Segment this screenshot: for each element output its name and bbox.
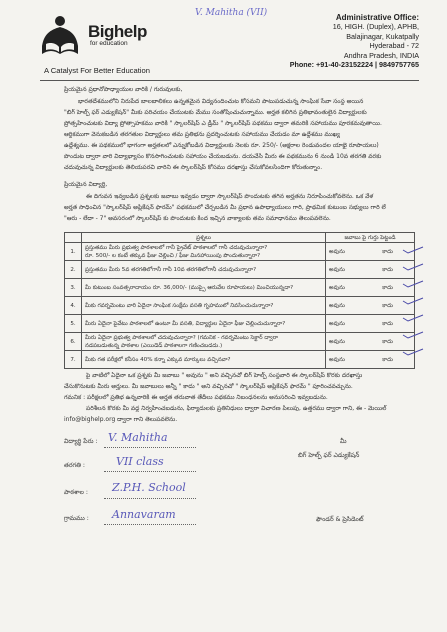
answer-yes[interactable]: అవును: [329, 302, 345, 309]
office-title: Administrative Office:: [335, 13, 419, 22]
checkmark-icon: [402, 263, 424, 271]
answer-yes[interactable]: అవును: [329, 266, 345, 273]
table-row: [65, 279, 415, 297]
answer-no[interactable]: కాదు: [382, 338, 393, 345]
table-header-answer: జవాబు పై గుర్తు పెట్టండి: [326, 233, 415, 243]
answer-yes[interactable]: అవును: [329, 320, 345, 327]
row-question: [82, 351, 326, 369]
instruction-line: "ఆరు - లేదా - 7" అవసరంలో స్కాలర్‌షిప్ కు పొందుటకు కింద ఇచ్చిన వాక్యాలకు తమ సమాధానము తెలుపవలెను.: [64, 215, 331, 222]
village-value[interactable]: Annavaram: [112, 508, 176, 521]
paragraph-line: ఆర్థికముగా వెనుకబడిన తరగతుల విద్యార్థులు తమ ప్రతిభను ప్రదర్శించుటకు సహాయము చేయడం మా ఉద్దేశము ముఖ్య: [64, 131, 341, 138]
tagline: A Catalyst For Better Education: [44, 66, 150, 75]
paragraph-line: "బిగ్ హెల్ప్ ఫర్ ఎడ్యుకేషన్" మీకు పరిచయం చేయుటకు మేము సంతోషించుచున్నాము. అర్హత కలిగిన ప్రతిభావంతులైన విద్యార్థులకు: [64, 109, 367, 116]
question-line: ప్రస్తుతము మీరు ప్రభుత్వ పాఠశాలలో గానీ ప్రైవేట్ పాఠశాలలో గానీ చదువుచున్నారా?: [85, 244, 268, 251]
checkmark-icon: [402, 331, 424, 339]
paragraph-line: ప్రోత్సహించుటకు విద్యా ప్రోత్సాహకము వారికి " స్కాలర్‌షిప్ ఎ డ్రీమ్ " స్కాలర్‌షిప్ పథకము ద్వారా తమరికి సహాయము పూరకమవుతాయి.: [64, 120, 382, 127]
note-line: చేసుకొనుటకు మీరు అర్హులు. మీ జవాబులు అన్నీ " కాదు " అని వచ్చినచో " స్కాలర్‌షిప్ అప్లికేషన్ ఫారమ్ " పూరించవచ్చును.: [64, 383, 353, 390]
answer-no[interactable]: కాదు: [382, 320, 393, 327]
answer-yes[interactable]: అవును: [329, 338, 345, 345]
checkmark-icon: [402, 314, 424, 322]
table-row: [65, 243, 415, 261]
answer-no[interactable]: కాదు: [382, 248, 393, 255]
answer-no[interactable]: కాదు: [382, 284, 393, 291]
school-value[interactable]: Z.P.H. School: [112, 481, 186, 494]
brand-subtitle: for education: [90, 40, 128, 47]
bighelp-logo-icon: [40, 14, 80, 60]
question-line: ప్రస్తుతము మీరు 5వ తరగతిలోగానీ గానీ 10వ తరగతిలోగానీ చదువుచున్నారా?: [85, 266, 257, 273]
handwritten-note: V. Mahitha (VII): [195, 8, 268, 18]
row-number: 3.: [65, 279, 82, 297]
question-line: మీ కుటుంబ సంవత్సరాదాయం రూ. 36,000/- (ముప్పై ఆరువేల రూపాయలు) మించియున్నదా?: [85, 284, 294, 291]
paragraph-line: భారతదేశములోని నిరుపేద బాలబాలికలు ఉన్నతమైన విద్యనందించుట కోసమని పాటుపడుచున్న సాంఘిక సేవా సంస్థ అయిన: [78, 98, 364, 105]
note-line: info@bighelp.org ద్వారా గాని తెలుపవలెను.: [64, 416, 178, 423]
closing-yours: మీ: [340, 438, 347, 445]
row-number: 1.: [65, 243, 82, 261]
row-number: 7.: [65, 351, 82, 369]
note-line: పై వాటిలో ఏదైనా ఒక ప్రశ్నకు మీ జవాబు " అవును " అని వచ్చినచో బిగ్ హెల్ప్ సంస్థవారి ఈ స్కాలర్‌షిప్ కొరకు దరఖాస్తు: [86, 372, 363, 379]
note-line: గమనిక : పరీక్షలలో ప్రతిభ ఉన్నవారికి ఈ అర్హత తరువాత తేదీలు పథకము నిబంధనలను అనుసరించి ఇవ్వబడును.: [64, 394, 328, 401]
note-line: పరిశీలన కొరకు మీ వద్ద నిర్వహించబడును, ఫిర్యాదులకు ప్రతినిధులు ద్వారా విచారణ పిలుపు, ఉత్తరము ద్వారా గాని, ఈ - మెయిల్: [86, 405, 387, 412]
table-row: [65, 315, 415, 333]
eligibility-table: [64, 232, 415, 369]
checkmark-icon: [402, 280, 424, 288]
office-phone: Phone: +91-40-23152224 | 9849757765: [289, 60, 419, 70]
answer-yes[interactable]: అవును: [329, 248, 345, 255]
question-line: మీకు గత పరీక్షలో కనీసం 40% కన్నా ఎక్కువ మార్కులు వచ్చినవా?: [85, 356, 231, 363]
question-line: రూ. 500/- ల కంటే తక్కువ ఫీజు చెల్లించి / ఫీజు మినహాయింపు పొందుతున్నారా?: [85, 252, 261, 259]
header-divider: [40, 80, 419, 81]
closing-title: ఫౌండర్ & ప్రెసిడెంట్: [316, 516, 364, 523]
paragraph-line: ఉద్దేశ్యము. ఈ పథకములో భాగంగా అర్హతలలో ఎన్నుకోబడిన విద్యార్థులకు నెలకు రూ. 250/- (అక్షరాల రెండువందల యాభై రూపాయలు): [64, 142, 379, 149]
brand-name: Bighelp: [88, 22, 147, 41]
checkmark-icon: [402, 297, 424, 305]
instruction-line: అర్హత సాధించిన "స్కాలర్‌షిప్ అప్లికేషన్ ఫారమ్" పథకములో చేర్చబడిన మీ ప్రధాన ఉపాధ్యాయులు గారి, ప్రాథమిక కుటుంబ సభ్యులు గారి లే: [64, 204, 386, 211]
row-number: 5.: [65, 315, 82, 333]
table-header-row: [65, 233, 415, 243]
row-number: 6.: [65, 333, 82, 351]
class-underline: [104, 471, 196, 472]
row-number: 2.: [65, 261, 82, 279]
question-line: నడపబడుతున్న పాఠశాల (ఎయిడెడ్ పాఠశాలగా గణించబడదు.): [85, 342, 223, 349]
office-line: Hyderabad - 72: [369, 41, 419, 51]
school-label: పాఠశాల :: [64, 489, 88, 496]
answer-no[interactable]: కాదు: [382, 302, 393, 309]
question-line: మీరు ఏదైనా పైవేటు పాఠశాలలో ఉంటూ మీ వసతి, విద్యార్థుల ఏదైనా ఫీజు చెల్లించుచున్నారా?: [85, 320, 286, 327]
office-line: Andhra Pradesh, INDIA: [343, 50, 419, 60]
answer-no[interactable]: కాదు: [382, 356, 393, 363]
table-row: [65, 333, 415, 351]
question-line: మీరు ఏదైనా ప్రభుత్వ పాఠశాలలో చదువుచున్నారా? (గమనిక - గవర్నమెంటు సెక్టార్ ద్వారా: [85, 334, 278, 341]
student-name-label: విద్యార్థి పేరు :: [64, 438, 98, 445]
salutation: ప్రియమైన ప్రధానోపాధ్యాయుల వారికి / గురువులకు,: [64, 86, 183, 93]
school-underline: [104, 498, 196, 499]
table-row: [65, 351, 415, 369]
table-row: [65, 297, 415, 315]
answer-no[interactable]: కాదు: [382, 266, 393, 273]
office-address: [259, 13, 419, 69]
instruction-line: ఈ దిగువన ఇవ్వబడిన ప్రశ్నలకు జవాబు ఇవ్వడం ద్వారా స్కాలర్‌షిప్ పొందుటకు తగిన అర్హతను నిరూపించుకోవలెను. ఒక వేళ: [86, 193, 374, 200]
closing-org: బిగ్ హెల్ప్ ఫర్ ఎడ్యుకేషన్: [298, 452, 360, 459]
answer-yes[interactable]: అవును: [329, 356, 345, 363]
answer-yes[interactable]: అవును: [329, 284, 345, 291]
student-name-value[interactable]: V. Mahitha: [108, 431, 168, 444]
student-salutation: ప్రియమైన విద్యార్థి,: [64, 181, 108, 188]
table-header-question: ప్రశ్నలు: [82, 233, 326, 243]
paragraph-line: పొందుట ద్వారా వారి విద్యాభ్యాసం కొనసాగించుటకు సహాయం చేయబడును. దయచేసి మీరు ఈ పథకమును 6 నుండి 10వ తరగతి వరకు: [64, 153, 382, 160]
row-number: 4.: [65, 297, 82, 315]
class-value[interactable]: VII class: [116, 455, 164, 468]
paragraph-line: చదువుచున్న విద్యార్థులకు తెలియపరచి వారిని ఈ స్కాలర్‌షిప్ కోసము దరఖాస్తు చేసుకోవలసిందిగా కోరుతున్నాం.: [64, 164, 323, 171]
student-name-underline: [104, 447, 196, 448]
table-row: [65, 261, 415, 279]
checkmark-icon: [402, 246, 424, 254]
office-line: Balajinagar, Kukatpally: [346, 31, 419, 41]
row-question: [82, 279, 326, 297]
class-label: తరగతి :: [64, 462, 85, 469]
row-question: [82, 261, 326, 279]
village-underline: [104, 524, 196, 525]
row-question: [82, 315, 326, 333]
question-line: మీకు గవర్నమెంటు వారి ఏదైనా సాంఘిక సంక్షేమ వసతి గృహములో నివసించుచున్నారా?: [85, 302, 274, 309]
office-line: 16, HIGH. (Duplex), APHB,: [332, 22, 419, 32]
row-question: [82, 297, 326, 315]
row-question: [82, 333, 326, 351]
row-question: [82, 243, 326, 261]
checkmark-icon: [402, 348, 424, 356]
village-label: గ్రామము :: [64, 515, 89, 522]
table-header-num: [65, 233, 82, 243]
